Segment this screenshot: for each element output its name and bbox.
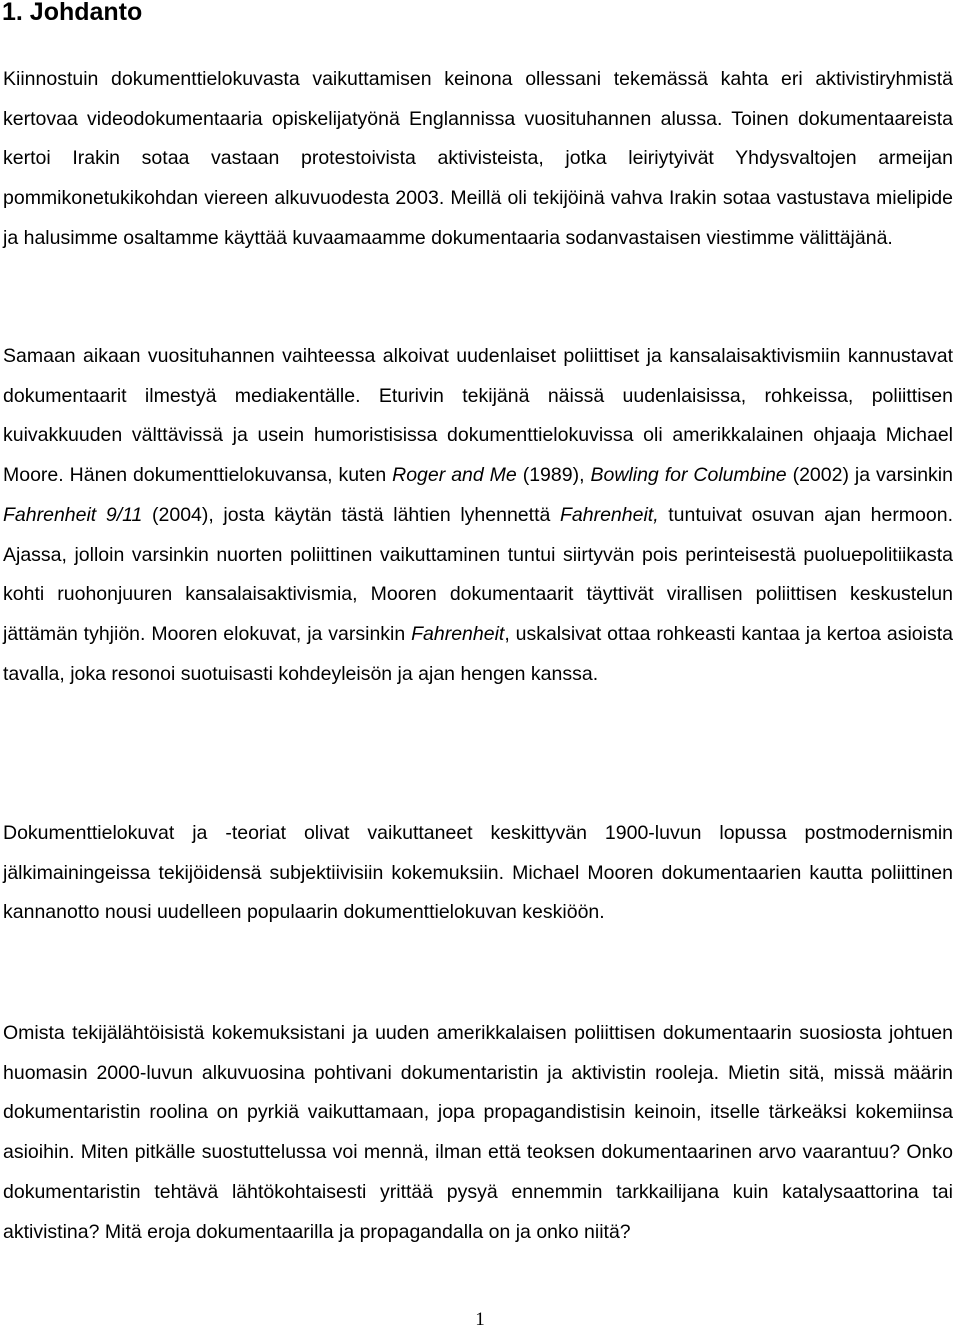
- italic-title: Fahrenheit: [411, 622, 505, 645]
- text-run: , uskalsivat ottaa rohkeasti kantaa ja kertoa asioista tavalla, joka resonoi suotuisasti kohdeyleisön ja ajan hengen kanssa.: [3, 622, 953, 685]
- text-run: tuntuivat osuvan ajan hermoon. Ajassa, jolloin varsinkin nuorten poliittinen vaikuttaminen tuntui siirtyvän pois perinteisestä puoluepolitiikasta kohti ruohonjuuren kansalaisaktivismia, Mooren dokumentaarit täyttivät virallisen poliittisen keskustelun jättämän tyhjiön. Mooren elokuvat, ja varsinkin: [3, 503, 954, 645]
- paragraph-intro: [3, 60, 953, 259]
- paragraph-research-questions: [3, 1014, 953, 1252]
- italic-title: Roger and Me: [392, 464, 517, 487]
- text-run: (2002) ja varsinkin: [786, 464, 953, 487]
- italic-title: Fahrenheit 9/11: [3, 503, 143, 526]
- text-run: (1989),: [516, 464, 591, 487]
- text-run: Samaan aikaan vuosituhannen vaihteessa alkoivat uudenlaiset poliittiset ja kansalaisaktivismiin kannustavat dokumentaarit ilmestyä mediakentälle. Eturivin tekijänä näissä uudenlaisissa, rohkeissa, poliittisen kuivakkuuden välttävissä ja usein humoristisissa dokumenttielokuvissa oli amerikkalainen ohjaaja Michael Moore. Hänen dokumenttielokuvansa, kuten: [3, 345, 953, 487]
- chapter-heading: 1. Johdanto: [2, 0, 143, 26]
- text-run: Omista tekijälähtöisistä kokemuksistani ja uuden amerikkalaisen poliittisen dokumentaarin suosiosta johtuen huomasin 2000-luvun alkuvuosina pohtivani dokumentaristin ja aktivistin rooleja. Mietin sitä, missä määrin dokumentaristin roolina on pyrkiä vaikuttamaan, jopa propagandistisin keinoin, itselle tärkeäksi kokemiinsa asioihin. Miten pitkälle suostuttelussa voi mennä, ilman että teoksen dokumentaarinen arvo vaarantuu? Onko dokumentaristin tehtävä lähtökohtaisesti yrittää pysyä ennemmin tarkkailijana kuin katalysaattorina tai aktivistina? Mitä eroja dokumentaarilla ja propagandalla on ja onko niitä?: [3, 1022, 953, 1243]
- text-run: Kiinnostuin dokumenttielokuvasta vaikuttamisen keinona ollessani tekemässä kahta eri aktivistiryhmistä kertovaa videodokumentaaria opiskelijatyönä Englannissa vuosituhannen alussa. Toinen dokumentaareista kertoi Irakin sotaa vastaan protestoivista aktivisteista, jotka leiriytyivät Yhdysvaltojen armeijan pommikonetukikohdan viereen alkuvuodesta 2003. Meillä oli tekijöinä vahva Irakin sotaa vastustava mielipide ja halusimme osaltamme käyttää kuvaamaamme dokumentaaria sodanvastaisen viestimme välittäjänä.: [3, 68, 953, 249]
- page-number: 1: [475, 1309, 485, 1330]
- text-run: Dokumenttielokuvat ja -teoriat olivat vaikuttaneet keskittyvän 1900-luvun lopussa postmodernismin jälkimainingeissa tekijöidensä subjektiivisiin kokemuksiin. Michael Mooren dokumentaarien kautta poliittinen kannanotto nousi uudelleen populaarin dokumenttielokuvan keskiöön.: [3, 822, 953, 924]
- italic-title: Fahrenheit,: [559, 503, 659, 526]
- paragraph-moore-documentaries: [3, 337, 953, 694]
- paragraph-documentary-theories: [3, 814, 953, 933]
- text-run: (2004), josta käytän tästä lähtien lyhennettä: [142, 503, 560, 526]
- italic-title: Bowling for Columbine: [590, 464, 787, 487]
